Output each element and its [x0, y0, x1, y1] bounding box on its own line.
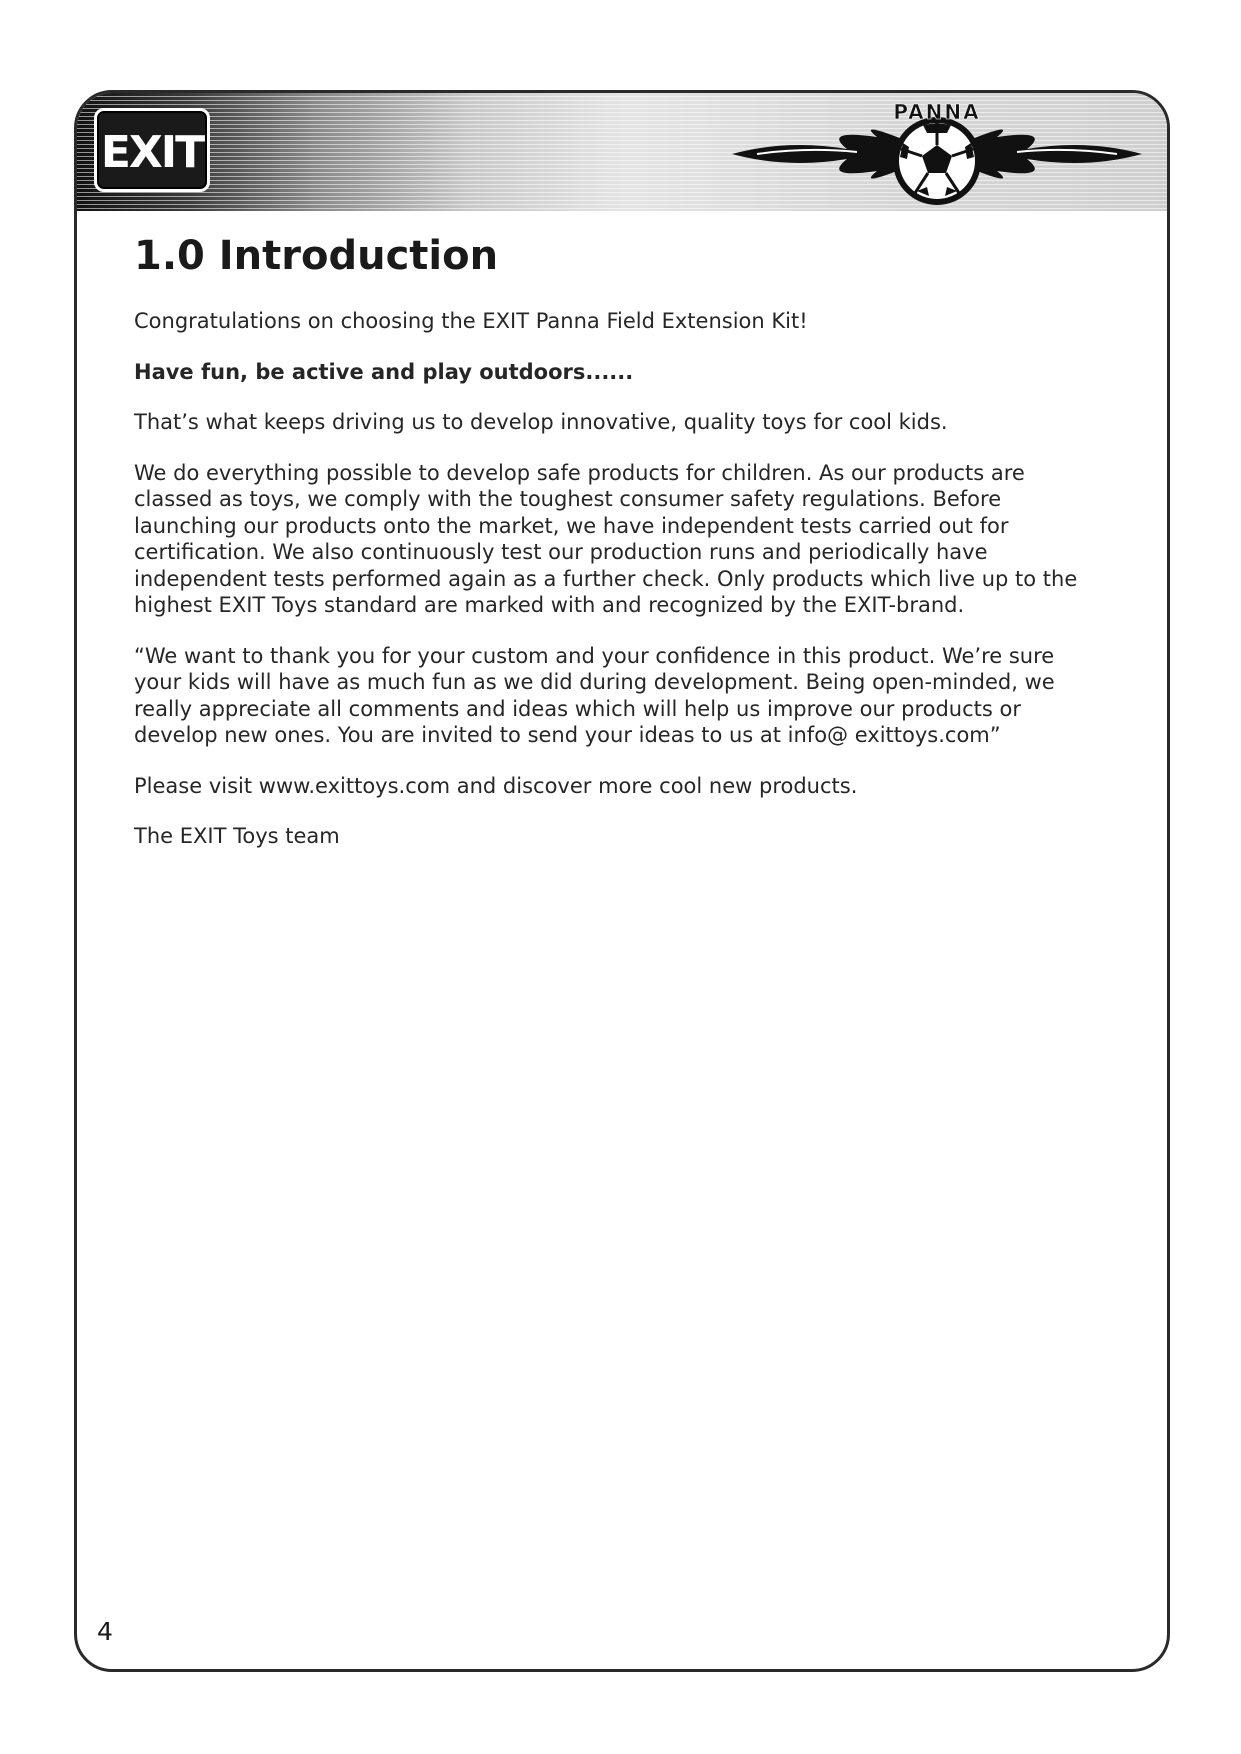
section-title: 1.0 Introduction	[134, 233, 499, 279]
svg-text:PANNA: PANNA	[893, 100, 981, 124]
header-band	[77, 93, 1167, 211]
visit-paragraph: Please visit www.exittoys.com and discover more cool new products.	[134, 773, 858, 798]
svg-text:EXIT: EXIT	[100, 127, 204, 178]
tagline-paragraph: Have fun, be active and play outdoors......	[134, 359, 634, 384]
panna-ball-logo	[727, 99, 1147, 209]
page-number: 4	[97, 1617, 113, 1646]
safety-paragraph: We do everything possible to develop safe products for children. As our products are classed as toys, we comply with the toughest consumer safety regulations. Before launching our products onto the market, we have independent tests carried out for certification. We also continuously test our production runs and periodically have independent tests performed again as a further check. Only products which live up to the highest EXIT Toys standard are marked with and recognized by the EXIT-brand.	[134, 460, 1078, 617]
signature-paragraph: The EXIT Toys team	[134, 824, 340, 848]
main-content	[134, 232, 1104, 874]
intro-paragraph: Congratulations on choosing the EXIT Panna Field Extension Kit!	[134, 309, 808, 333]
thanks-paragraph: “We want to thank you for your custom and your confidence in this product. We’re sure your kids will have as much fun as we did during development. Being open-minded, we really appreciate all comments and ideas which will help us improve our products or develop new ones. You are invited to send your ideas to us at info@ exittoys.com”	[134, 643, 1055, 747]
exit-logo	[94, 108, 210, 192]
mission-paragraph: That’s what keeps driving us to develop innovative, quality toys for cool kids.	[134, 410, 948, 434]
